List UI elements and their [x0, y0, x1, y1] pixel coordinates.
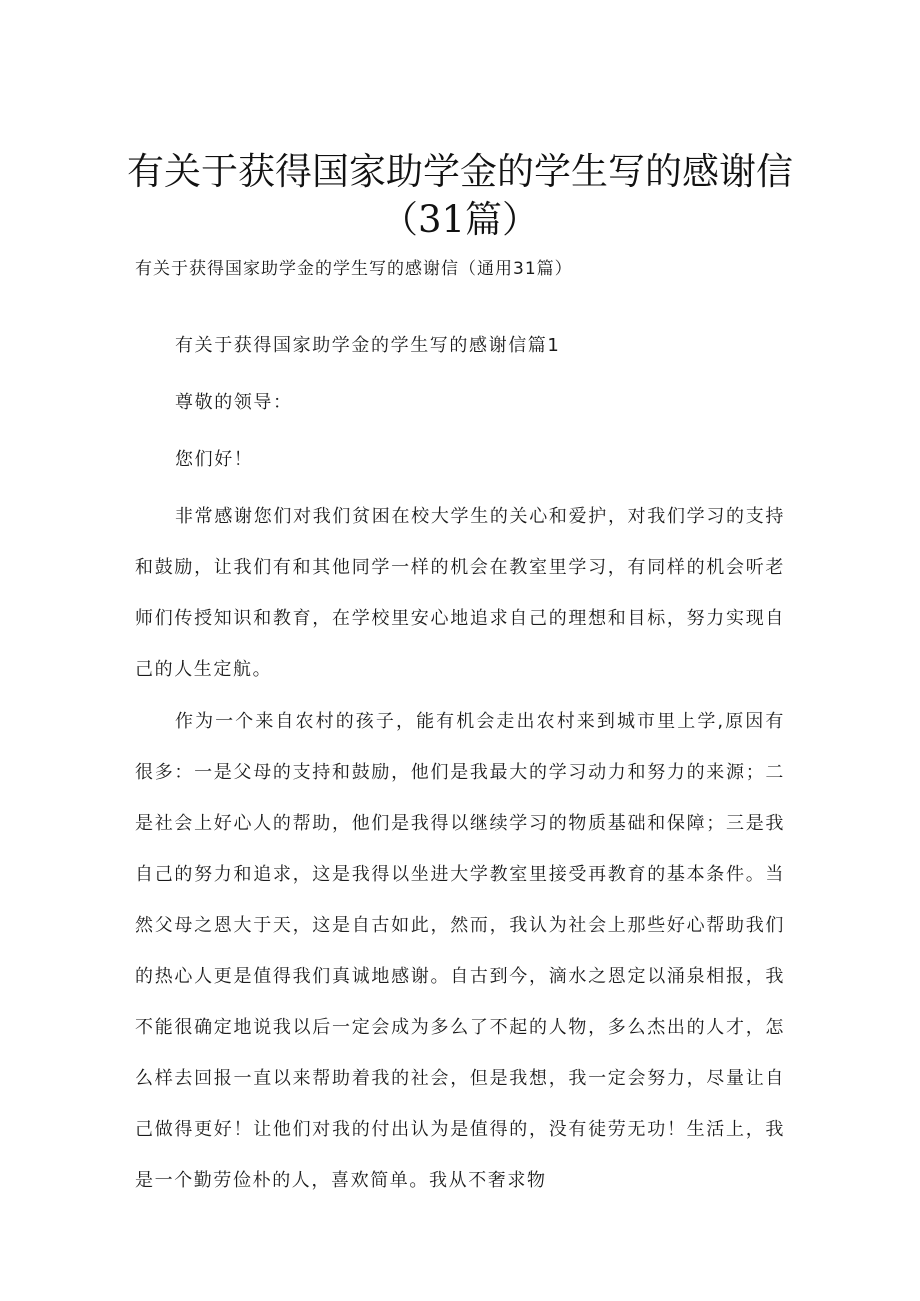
section-heading: 有关于获得国家助学金的学生写的感谢信篇1 [175, 335, 561, 356]
letter-greeting: 您们好！ [175, 449, 254, 470]
body-paragraph: 非常感谢您们对我们贫困在校大学生的关心和爱护，对我们学习的支持和鼓励，让我们有和其他同学一样的机会在教室里学习，有同样的机会听老师们传授知识和教育，在学校里安心地追求自己的理想和目标，努力实现自己的人生定航。 [135, 506, 785, 680]
letter-salutation: 尊敬的领导： [175, 392, 293, 413]
body-paragraph: 作为一个来自农村的孩子，能有机会走出农村来到城市里上学,原因有很多：一是父母的支持和鼓励，他们是我最大的学习动力和努力的来源；二是社会上好心人的帮助，他们是我得以继续学习的物质基础和保障；三是我自己的努力和追求，这是我得以坐进大学教室里接受再教育的基本条件。当然父母之恩大于天，这是自古如此，然而，我认为社会上那些好心帮助我们的热心人更是值得我们真诚地感谢。自古到今，滴水之恩定以涌泉相报，我不能很确定地说我以后一定会成为多么了不起的人物，多么杰出的人才，怎么样去回报一直以来帮助着我的社会，但是我想，我一定会努力，尽量让自己做得更好！让他们对我的付出认为是值得的，没有徒劳无功！生活上，我是一个勤劳俭朴的人，喜欢简单。我从不奢求物 [135, 711, 785, 1191]
document-subtitle: 有关于获得国家助学金的学生写的感谢信（通用31篇） [135, 259, 573, 279]
document-title: 有关于获得国家助学金的学生写的感谢信（31篇） [127, 150, 793, 241]
